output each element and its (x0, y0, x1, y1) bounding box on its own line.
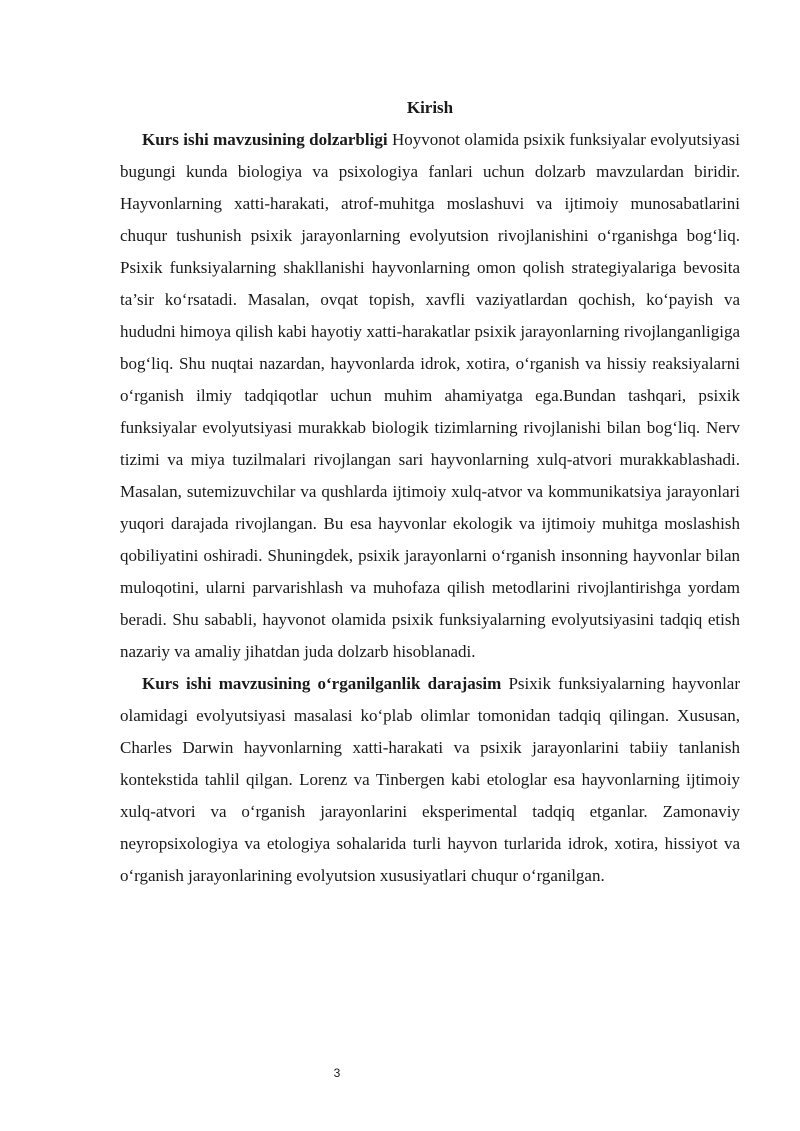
paragraph-lead: Kurs ishi mavzusining o‘rganilganlik darajasim (142, 674, 502, 693)
paragraph-text: Psixik funksiyalarning hayvonlar olamidagi evolyutsiyasi masalasi ko‘plab olimlar tomonidan tadqiq qilingan. Xususan, Charles Darwin hayvonlarning xatti-harakati va psixik jarayonlarini tabiiy tanlanish kontekstida tahlil qilgan. Lorenz va Tinbergen kabi etologlar esa hayvonlarning ijtimoiy xulq-atvori va o‘rganish jarayonlarini eksperimental tadqiq etganlar. Zamonaviy neyropsixologiya va etologiya sohalarida turli hayvon turlarida idrok, xotira, hissiyot va o‘rganish jarayonlarining evolyutsion xususiyatlari chuqur o‘rganilgan. (120, 674, 740, 885)
paragraph-text: Hoyvonot olamida psixik funksiyalar evolyutsiyasi bugungi kunda biologiya va psixologiya fanlari uchun dolzarb mavzulardan biridir. Hayvonlarning xatti-harakati, atrof-muhitga moslashuvi va ijtimoiy munosabatlarini chuqur tushunish psixik jarayonlarning evolyutsion rivojlanishini o‘rganishga bog‘liq. Psixik funksiyalarning shakllanishi hayvonlarning omon qolish strategiyalariga bevosita ta’sir ko‘rsatadi. Masalan, ovqat topish, xavfli vaziyatlardan qochish, ko‘payish va hududni himoya qilish kabi hayotiy xatti-harakatlar psixik jarayonlarning rivojlanganligiga bog‘liq. Shu nuqtai nazardan, hayvonlarda idrok, xotira, o‘rganish va hissiy reaksiyalarni o‘rganish ilmiy tadqiqotlar uchun muhim ahamiyatga ega.Bundan tashqari, psixik funksiyalar evolyutsiyasi murakkab biologik tizimlarning rivojlanishi bilan bog‘liq. Nerv tizimi va miya tuzilmalari rivojlangan sari hayvonlarning xulq-atvori murakkablashadi. Masalan, sutemizuvchilar va qushlarda ijtimoiy xulq-atvor va kommunikatsiya jarayonlari yuqori darajada rivojlangan. Bu esa hayvonlar ekologik va ijtimoiy muhitga moslashish qobiliyatini oshiradi. Shuningdek, psixik jarayonlarni o‘rganish insonning hayvonlar bilan muloqotini, ularni parvarishlash va muhofaza qilish metodlarini rivojlantirishga yordam beradi. Shu sababli, hayvonot olamida psixik funksiyalarning evolyutsiyasini tadqiq etish nazariy va amaliy jihatdan juda dolzarb hisoblanadi. (120, 130, 740, 661)
paragraph-lead: Kurs ishi mavzusining dolzarbligi (142, 130, 388, 149)
document-page (120, 95, 740, 892)
paragraph-study-level (120, 668, 740, 892)
paragraph-relevance (120, 124, 740, 668)
section-heading: Kirish (406, 98, 454, 117)
page-number: 3 (333, 1066, 341, 1080)
